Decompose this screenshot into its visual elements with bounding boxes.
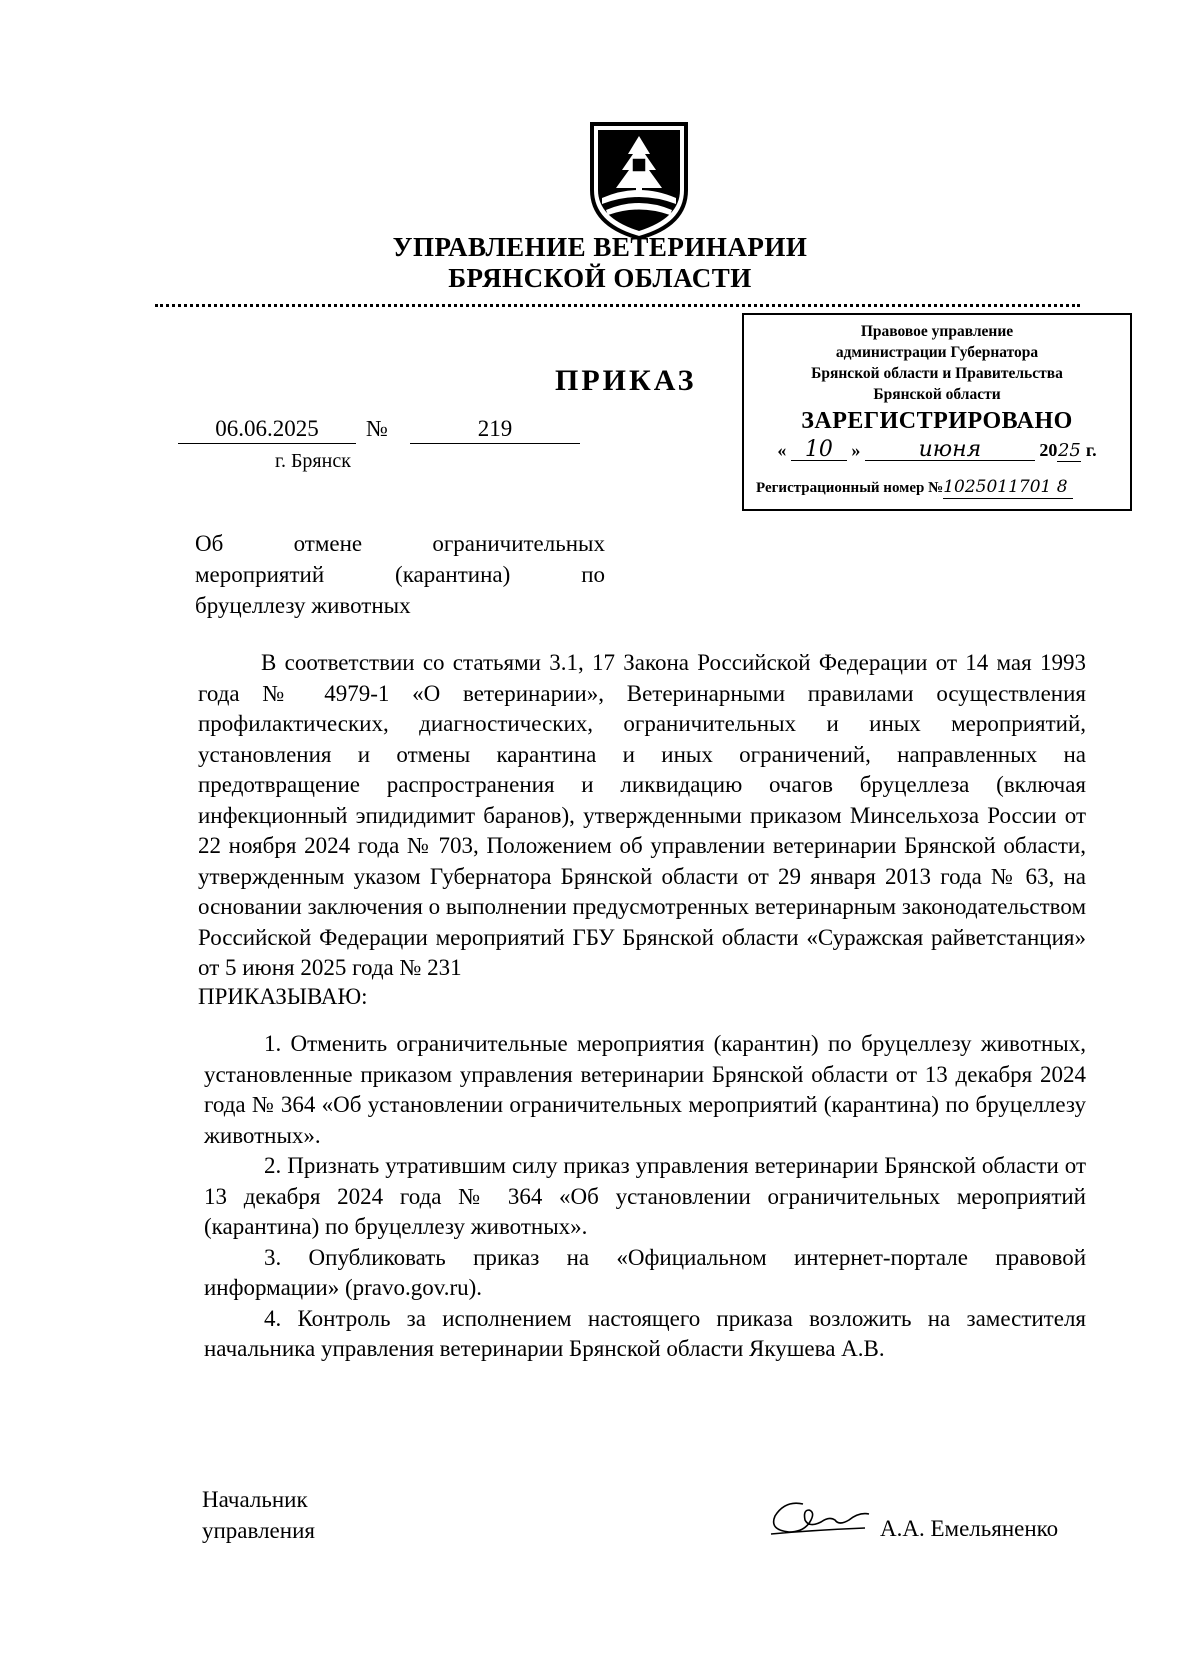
signatory-position-line2: управления (202, 1518, 315, 1543)
header-divider (155, 304, 1080, 307)
signatory-position (202, 1484, 315, 1546)
registration-stamp (742, 313, 1132, 511)
order-items (204, 1029, 1086, 1365)
coat-of-arms-emblem (588, 120, 690, 242)
stamp-reg-row (744, 477, 1130, 499)
handwritten-signature (765, 1494, 875, 1538)
order-item-4: 4. Контроль за исполнением настоящего приказа возложить на заместителя начальника управления ветеринарии Брянской области Якушева А.В. (204, 1305, 1086, 1361)
organization-name-line1: УПРАВЛЕНИЕ ВЕТЕРИНАРИИ (392, 232, 808, 262)
stamp-line1: Правовое управление (860, 323, 1014, 340)
subject-line1: Об отмене ограничительных (195, 531, 605, 556)
signatory-name: А.А. Емельяненко (880, 1516, 1059, 1541)
stamp-day: 10 (791, 439, 847, 461)
subject-line2: мероприятий (карантина) по (195, 562, 605, 587)
preamble-text: В соответствии со статьями 3.1, 17 Закона Российской Федерации от 14 мая 1993 года № 4979-1 «О ветеринарии», Ветеринарными правилами осуществления профилактических, диагностических, ограничительных и иных мероприятий, установления и отмены карантина и иных ограничений, направленных на предотвращение распространения и ликвидацию очагов бруцеллеза (включая инфекционный эпидидимит баранов), утвержденными приказом Минсельхоза России от 22 ноября 2024 года № 703, Положением об управлении ветеринарии Брянской области, утвержденным указом Губернатора Брянской области от 29 января 2013 года № 63, на основании заключения о выполнении предусмотренных ветеринарным законодательством Российской Федерации мероприятий ГБУ Брянской области «Суражская райветстанция» от 5 июня 2025 года № 231 (198, 650, 1086, 980)
order-city: г. Брянск (275, 450, 351, 472)
order-subject (195, 528, 605, 621)
order-date: 06.06.2025 (178, 416, 356, 444)
stamp-year-unit: г. (1085, 440, 1097, 460)
stamp-reg-number: 1025011701 8 (943, 477, 1073, 499)
signatory-position-line1: Начальник (202, 1487, 308, 1512)
order-item-3: 3. Опубликовать приказ на «Официальном интернет-портале правовой информации» (pravo.gov.ru). (204, 1244, 1086, 1300)
order-number-sign: № (366, 416, 388, 441)
stamp-month: июня (865, 439, 1035, 461)
stamp-date-row: « 10 » июня 2025 г. (777, 437, 1097, 462)
order-word: ПРИКАЗЫВАЮ: (198, 984, 368, 1009)
stamp-registered: ЗАРЕГИСТРИРОВАНО (801, 408, 1073, 434)
order-item-1: 1. Отменить ограничительные мероприятия (карантин) по бруцеллезу животных, установленные приказом управления ветеринарии Брянской области от 13 декабря 2024 года № 364 «Об установлении ограничительных мероприятий (карантина) по бруцеллезу животных». (204, 1031, 1086, 1148)
organization-name-line2: БРЯНСКОЙ ОБЛАСТИ (448, 263, 752, 293)
stamp-line3: Брянской области и Правительства (811, 365, 1063, 382)
stamp-line2: администрации Губернатора (835, 344, 1039, 361)
stamp-year-prefix: 20 (1039, 440, 1058, 460)
stamp-year-suffix: 25 (1057, 440, 1081, 461)
order-preamble (198, 648, 1086, 984)
subject-line3: бруцеллезу животных (195, 593, 411, 618)
stamp-reg-label: Регистрационный номер № (756, 480, 944, 496)
order-number: 219 (410, 416, 580, 444)
document-type-title: ПРИКАЗ (555, 364, 697, 397)
order-item-2: 2. Признать утратившим силу приказ управления ветеринарии Брянской области от 13 декабря 2024 года № 364 «Об установлении ограничительных мероприятий (карантина) по бруцеллезу животных». (204, 1153, 1086, 1239)
stamp-line4: Брянской области (873, 386, 1001, 403)
